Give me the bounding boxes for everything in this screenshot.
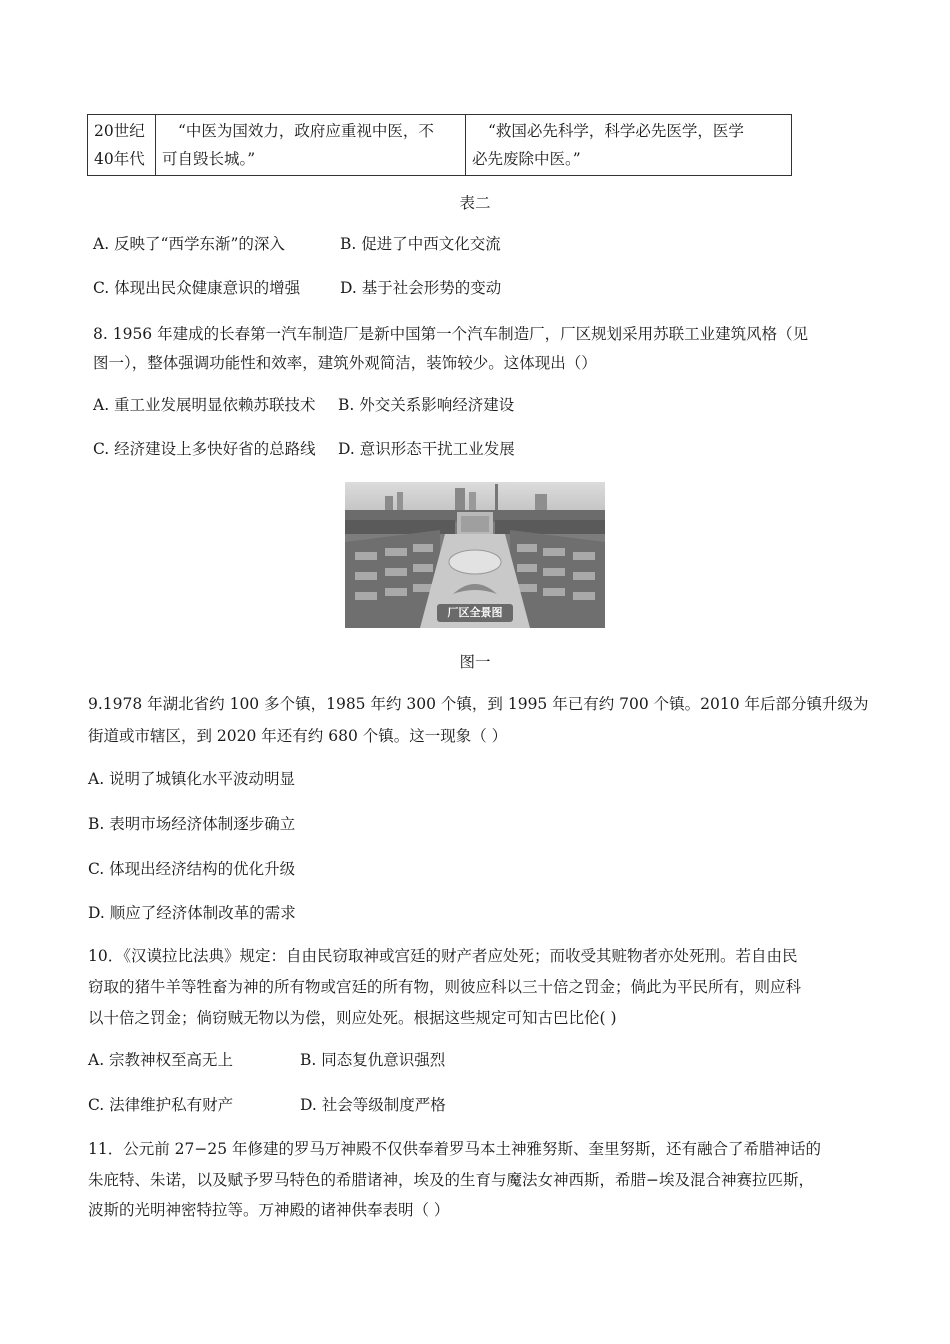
question-line: 9.1978 年湖北省约 100 多个镇，1985 年约 300 个镇，到 1995 年已有约 700 个镇。2010 年后部分镇升级为 — [88, 695, 869, 713]
view-cell — [156, 115, 466, 176]
question-line: 以十倍之罚金；倘窃贼无物以为偿，则应处死。根据这些规定可知古巴比伦( ) — [88, 1009, 617, 1027]
option-a: A. 宗教神权至高无上 — [88, 1051, 234, 1069]
question-line: 10．《汉谟拉比法典》规定：自由民窃取神或宫廷的财产者应处死；而收受其赃物者亦处死刑。若自由民 — [88, 947, 798, 965]
question-line: 波斯的光明神密特拉等。万神殿的诸神供奉表明（ ） — [88, 1201, 450, 1219]
option-c: C. 经济建设上多快好省的总路线 — [93, 440, 316, 458]
question-line: 11．公元前 27−25 年修建的罗马万神殿不仅供奉着罗马本土神雅努斯、奎里努斯，还有融合了希腊神话的 — [88, 1140, 822, 1158]
question-line: 街道或市辖区，到 2020 年还有约 680 个镇。这一现象（ ） — [88, 727, 508, 745]
option-c: C. 体现出经济结构的优化升级 — [88, 860, 296, 878]
question-line: 8. 1956 年建成的长春第一汽车制造厂是新中国第一个汽车制造厂，厂区规划采用苏联工业建筑风格（见 — [93, 325, 809, 343]
figure-banner-label: 厂区全景图 — [447, 606, 503, 619]
option-b: B. 外交关系影响经济建设 — [338, 396, 515, 414]
option-a: A. 说明了城镇化水平波动明显 — [88, 770, 296, 788]
factory-aerial-photo — [345, 482, 605, 628]
option-a: A. 重工业发展明显依赖苏联技术 — [93, 396, 316, 414]
view-line: 必先废除中医。” — [472, 150, 581, 168]
table-row — [88, 115, 792, 176]
period-line: 20世纪 — [94, 122, 145, 140]
period-line: 40年代 — [94, 150, 145, 168]
table-caption: 表二 — [459, 194, 491, 212]
view-line: 可自毁长城。” — [162, 150, 256, 168]
table-2 — [87, 114, 792, 176]
option-b: B. 同态复仇意识强烈 — [300, 1051, 446, 1069]
view-line: “中医为国效力，政府应重视中医，不 — [178, 122, 434, 140]
option-d: D. 意识形态干扰工业发展 — [338, 440, 515, 458]
option-b: B. 表明市场经济体制逐步确立 — [88, 815, 296, 833]
option-d: D. 顺应了经济体制改革的需求 — [88, 904, 296, 922]
period-cell — [88, 115, 156, 176]
option-c: C. 体现出民众健康意识的增强 — [93, 279, 301, 297]
option-d: D. 社会等级制度严格 — [300, 1096, 446, 1114]
option-b: B. 促进了中西文化交流 — [340, 235, 501, 253]
option-a: A. 反映了“西学东渐”的深入 — [93, 235, 285, 253]
option-c: C. 法律维护私有财产 — [88, 1096, 234, 1114]
question-line: 朱庇特、朱诺，以及赋予罗马特色的希腊诸神，埃及的生育与魔法女神西斯，希腊−埃及混合神赛拉匹斯， — [88, 1171, 814, 1189]
option-d: D. 基于社会形势的变动 — [340, 279, 502, 297]
view-cell — [466, 115, 792, 176]
question-line: 图一），整体强调功能性和效率，建筑外观简洁，装饰较少。这体现出（） — [93, 354, 597, 372]
view-line: “救国必先科学，科学必先医学，医学 — [488, 122, 744, 140]
question-line: 窃取的猪牛羊等牲畜为神的所有物或宫廷的所有物，则彼应科以三十倍之罚金；倘此为平民所有，则应科 — [88, 978, 802, 996]
figure-caption: 图一 — [459, 653, 491, 671]
